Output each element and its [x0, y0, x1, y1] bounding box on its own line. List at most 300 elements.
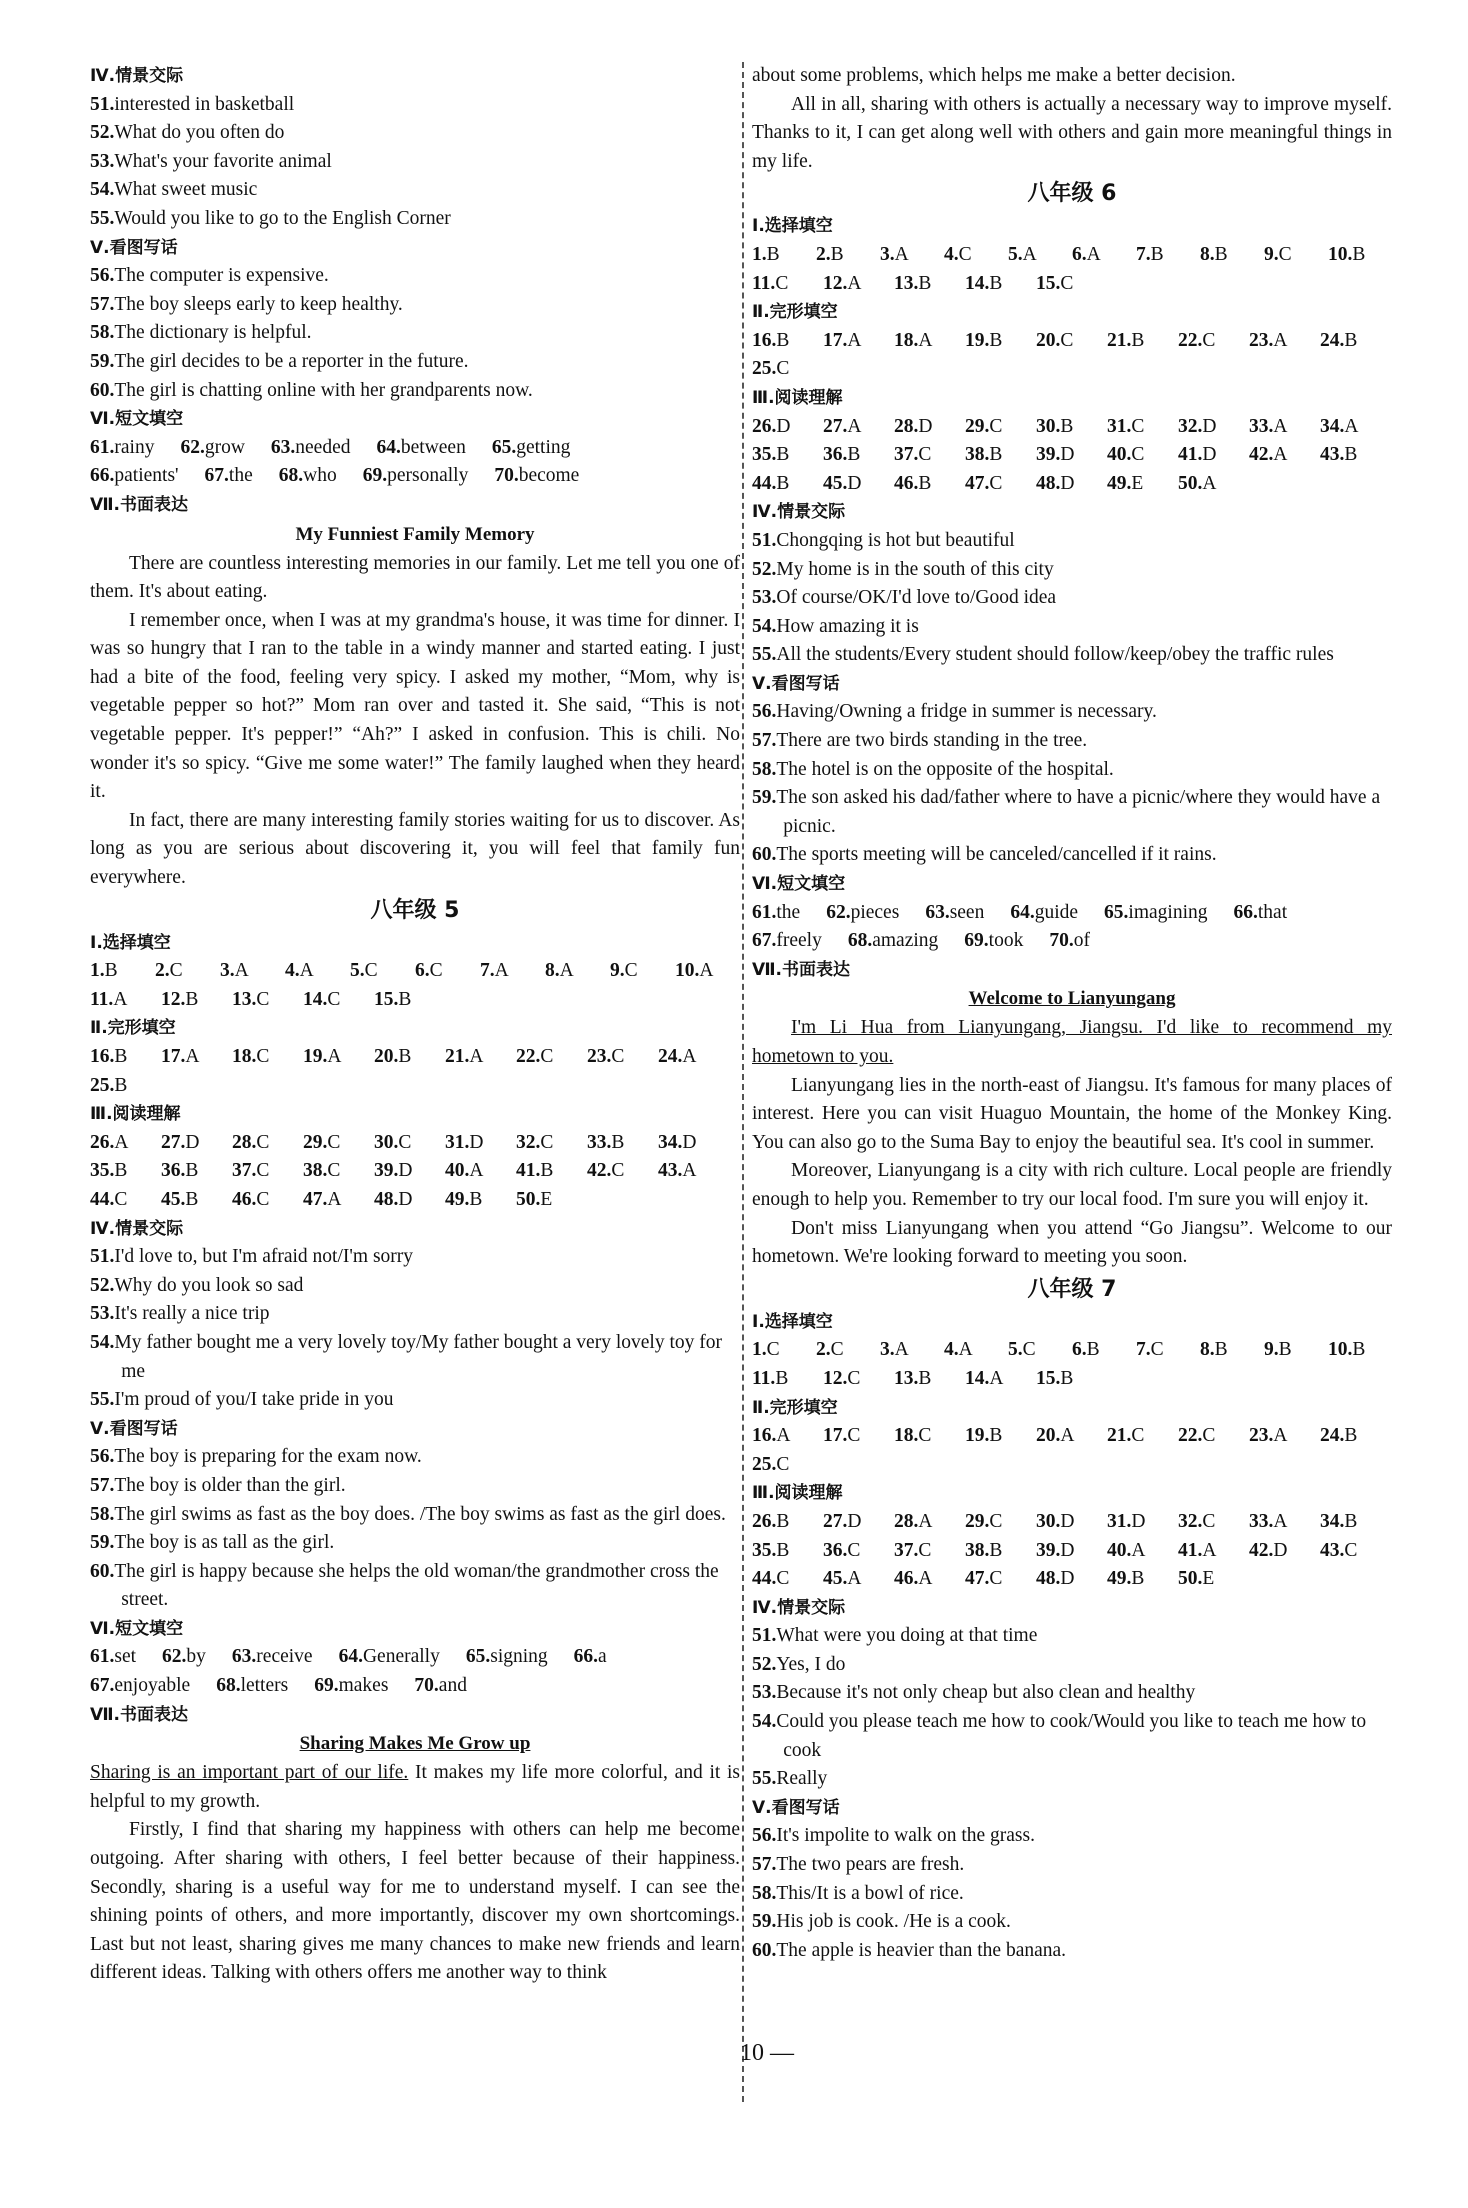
question-number: 57. — [752, 730, 777, 752]
question-number: 30. — [1036, 1510, 1061, 1532]
section-heading: Ⅰ.选择填空 — [752, 216, 833, 237]
answer-cell — [303, 1043, 374, 1072]
answer-cell — [445, 1157, 516, 1186]
answer-item — [752, 1651, 1392, 1680]
question-number: 28. — [232, 1131, 257, 1153]
answer-text: A — [776, 1425, 791, 1447]
section-heading: Ⅳ.情景交际 — [752, 502, 846, 523]
answer-item — [752, 727, 1392, 756]
question-number: 50. — [1178, 1568, 1203, 1590]
question-number: 44. — [752, 472, 777, 494]
answer-text: C — [624, 960, 638, 982]
essay-paragraph: Sharing is an important part of our life. It makes my life more colorful, and it is helpful to my growth. — [90, 1762, 740, 1812]
answer-item — [752, 613, 1392, 642]
answer-cell — [216, 1672, 288, 1701]
answer-text: B — [775, 1367, 789, 1389]
answer-text: C — [918, 1425, 932, 1447]
answer-text: It's really a nice trip — [114, 1303, 270, 1325]
answer-text: The girl swims as fast as the boy does. /The boy swims as fast as the girl does. — [114, 1503, 726, 1525]
question-number: 1. — [752, 1339, 767, 1361]
answer-text: C — [1060, 272, 1074, 294]
question-number: 15. — [1036, 272, 1061, 294]
question-number: 52. — [752, 1653, 777, 1675]
question-number: 35. — [752, 444, 777, 466]
answer-text: D — [1060, 1568, 1075, 1590]
answer-text: The son asked his dad/father where to have a picnic/where they would have a picnic. — [776, 787, 1381, 837]
question-number: 19. — [965, 1425, 990, 1447]
answer-text: B — [776, 472, 790, 494]
answer-cell — [752, 241, 816, 270]
answer-text: B — [989, 329, 1003, 351]
question-number: 5. — [1008, 243, 1023, 265]
answer-text: A — [847, 415, 862, 437]
answer-item — [752, 1765, 1392, 1794]
question-number: 21. — [1107, 1425, 1132, 1447]
answer-cell — [1178, 1565, 1249, 1594]
question-number: 55. — [90, 207, 115, 229]
answer-text: D — [1202, 415, 1217, 437]
answer-cell — [1104, 899, 1207, 928]
answer-item — [90, 1443, 740, 1472]
answer-cell — [232, 1043, 303, 1072]
question-number: 59. — [90, 1532, 115, 1554]
question-number: 48. — [1036, 472, 1061, 494]
answer-text: B — [114, 1046, 128, 1067]
answer-cell — [880, 1336, 944, 1365]
question-number: 32. — [516, 1131, 541, 1153]
left-column — [90, 62, 740, 1988]
answer-text: A — [469, 1160, 484, 1182]
answer-item — [752, 1822, 1392, 1851]
answer-text: C — [989, 1568, 1003, 1590]
section-heading: Ⅳ.情景交际 — [90, 66, 184, 86]
answer-text: A — [1273, 329, 1288, 351]
answer-text: A — [234, 960, 249, 982]
answer-text: B — [989, 272, 1003, 294]
answer-text: the — [228, 465, 253, 487]
answer-list — [752, 1622, 1392, 1794]
answer-text: C — [327, 988, 341, 1010]
answer-text: A — [1273, 444, 1288, 466]
question-number: 56. — [752, 1825, 777, 1847]
question-number: 30. — [1036, 415, 1061, 437]
answer-item — [90, 1501, 740, 1530]
answer-cell — [816, 1336, 880, 1365]
answer-text: C — [776, 1568, 790, 1590]
answer-text: Really — [776, 1768, 828, 1790]
answer-text: C — [776, 1453, 790, 1475]
answer-text: I'm proud of you/I take pride in you — [114, 1389, 394, 1411]
answer-text: B — [776, 444, 790, 466]
question-number: 63. — [925, 901, 950, 923]
answer-text: My home is in the south of this city — [776, 558, 1054, 580]
answer-item — [752, 1880, 1392, 1909]
question-number: 8. — [1200, 243, 1215, 265]
answer-text: D — [682, 1131, 697, 1153]
column-divider — [742, 62, 744, 2102]
answer-cell — [965, 270, 1036, 299]
answer-cell — [823, 1565, 894, 1594]
answer-text: freely — [776, 930, 822, 952]
answer-item — [90, 119, 740, 148]
question-number: 6. — [1072, 243, 1087, 265]
question-number: 45. — [823, 472, 848, 494]
answer-cell — [90, 434, 154, 463]
answer-cell — [1049, 927, 1090, 956]
answer-text: C — [256, 1160, 270, 1182]
answer-grid — [90, 1129, 740, 1215]
answer-cell — [1036, 1565, 1107, 1594]
question-number: 15. — [1036, 1367, 1061, 1389]
question-number: 60. — [90, 379, 115, 401]
answer-text: The boy is preparing for the exam now. — [114, 1446, 422, 1468]
answer-cell — [894, 441, 965, 470]
answer-item — [752, 641, 1392, 670]
answer-text: C — [847, 1425, 861, 1447]
question-number: 18. — [894, 1425, 919, 1447]
answer-list — [752, 1822, 1392, 1965]
answer-cell — [480, 957, 545, 986]
answer-cell — [1178, 413, 1249, 442]
answer-cell — [232, 986, 303, 1015]
answer-cell — [1036, 470, 1107, 499]
question-number: 45. — [161, 1188, 186, 1210]
answer-cell — [90, 1072, 161, 1101]
answer-text: Chongqing is hot but beautiful — [776, 529, 1015, 551]
question-number: 66. — [1233, 901, 1258, 923]
page-number: 10 — — [740, 2040, 794, 2066]
question-number: 11. — [752, 1367, 776, 1389]
answer-text: B — [918, 272, 932, 294]
answer-cell — [894, 1422, 965, 1451]
question-number: 38. — [303, 1160, 328, 1182]
answer-cell — [823, 470, 894, 499]
answer-cell — [1036, 1365, 1107, 1394]
answer-text: C — [1131, 444, 1145, 466]
answer-cell — [1320, 413, 1391, 442]
answer-text: D — [185, 1131, 200, 1153]
question-number: 58. — [752, 758, 777, 780]
answer-cell — [752, 327, 823, 356]
answer-text: C — [1344, 1539, 1358, 1561]
answer-cell — [752, 1451, 823, 1480]
question-number: 10. — [1328, 1339, 1353, 1361]
section-heading: Ⅴ.看图写话 — [90, 237, 178, 258]
answer-cell — [1178, 327, 1249, 356]
answer-text: B — [1344, 329, 1358, 351]
answer-text: D — [1131, 1510, 1146, 1532]
answer-cell — [965, 1365, 1036, 1394]
question-number: 52. — [90, 1274, 115, 1296]
answer-text: C — [1202, 329, 1216, 351]
question-number: 9. — [1264, 1339, 1279, 1361]
section-heading: Ⅱ.完形填空 — [90, 1018, 176, 1039]
question-number: 10. — [1328, 243, 1353, 265]
answer-text: of — [1073, 930, 1090, 952]
answer-text: A — [1022, 243, 1037, 265]
answer-cell — [894, 270, 965, 299]
section-heading: Ⅲ.阅读理解 — [752, 387, 843, 408]
answer-grid — [752, 1336, 1392, 1393]
answer-cell — [339, 1643, 440, 1672]
question-number: 3. — [880, 243, 895, 265]
answer-text: The apple is heavier than the banana. — [776, 1939, 1067, 1961]
answer-text: become — [518, 465, 580, 487]
answer-text: A — [1131, 1539, 1146, 1561]
question-number: 7. — [480, 960, 495, 982]
question-number: 16. — [752, 1425, 777, 1447]
question-number: 13. — [894, 272, 919, 294]
question-number: 23. — [1249, 329, 1274, 351]
question-number: 38. — [965, 444, 990, 466]
question-number: 9. — [1264, 243, 1279, 265]
answer-row — [90, 1157, 740, 1186]
answer-row — [752, 1508, 1392, 1537]
answer-cell — [823, 1422, 894, 1451]
question-number: 23. — [587, 1046, 612, 1067]
answer-cell — [752, 470, 823, 499]
answer-text: The boy is as tall as the girl. — [114, 1532, 335, 1554]
answer-text: It's impolite to walk on the grass. — [776, 1825, 1035, 1847]
question-number: 57. — [752, 1854, 777, 1876]
essay-paragraph: Moreover, Lianyungang is a city with rich culture. Local people are friendly enough to help you. Remember to try our local food. I'm sure you will enjoy it. — [752, 1160, 1392, 1210]
question-number: 32. — [1178, 415, 1203, 437]
question-number: 28. — [894, 415, 919, 437]
answer-cell — [1320, 441, 1391, 470]
answer-text: C — [256, 1188, 270, 1210]
answer-cell — [1249, 1422, 1320, 1451]
question-number: 18. — [232, 1046, 257, 1067]
answer-text: set — [114, 1646, 137, 1668]
answer-cell — [516, 1129, 587, 1158]
answer-text: D — [1060, 444, 1075, 466]
question-number: 21. — [1107, 329, 1132, 351]
question-number: 24. — [1320, 1425, 1345, 1447]
answer-text: A — [299, 960, 314, 982]
answer-text: the — [776, 901, 801, 923]
question-number: 8. — [1200, 1339, 1215, 1361]
answer-cell — [1320, 327, 1391, 356]
answer-item — [90, 348, 740, 377]
question-number: 42. — [587, 1160, 612, 1182]
answer-text: that — [1257, 901, 1288, 923]
answer-cell — [1320, 1508, 1391, 1537]
answer-cell — [1178, 441, 1249, 470]
answer-text: A — [847, 329, 862, 351]
answer-text: C — [958, 243, 972, 265]
answer-cell — [303, 986, 374, 1015]
answer-cell — [894, 1565, 965, 1594]
answer-text: C — [830, 1339, 844, 1361]
essay-paragraph: In fact, there are many interesting family stories waiting for us to discover. As long as you are serious about discovering it, you will feel that family fun everywhere. — [90, 809, 740, 889]
answer-text: C — [1202, 1510, 1216, 1532]
question-number: 27. — [823, 1510, 848, 1532]
answer-text: C — [611, 1160, 625, 1182]
answer-item — [90, 205, 740, 234]
question-number: 24. — [658, 1046, 683, 1067]
question-number: 2. — [155, 960, 170, 982]
question-number: 37. — [894, 1539, 919, 1561]
question-number: 33. — [1249, 415, 1274, 437]
answer-item — [90, 148, 740, 177]
answer-text: amazing — [872, 930, 939, 952]
answer-text: The girl decides to be a reporter in the future. — [114, 350, 469, 372]
answer-text: B — [1278, 1339, 1292, 1361]
question-number: 31. — [1107, 415, 1132, 437]
answer-text: C — [766, 1339, 780, 1361]
answer-text: B — [1214, 1339, 1228, 1361]
question-number: 55. — [752, 1768, 777, 1790]
answer-cell — [894, 1537, 965, 1566]
answer-item — [752, 527, 1392, 556]
question-number: 32. — [1178, 1510, 1203, 1532]
question-number: 25. — [90, 1074, 115, 1096]
answer-text: getting — [516, 436, 571, 458]
answer-row — [752, 927, 1392, 956]
essay-paragraph: I remember once, when I was at my grandma's house, it was time for dinner. I was so hungry that I ran to the table in a windy manner and started eating. I just had a bite of the food, feeling very spicy. I asked my mother, “Mom, why is vegetable pepper so hot?” Mom ran over and tasted it. She said, “This is not vegetable pepper. It's pepper!” “Ah?” I asked in confusion. This is chili. No wonder it's so spicy. “Give me some water!” The family laughed when they heard it. — [90, 609, 740, 803]
answer-item — [90, 1329, 740, 1386]
question-number: 22. — [516, 1046, 541, 1067]
answer-cell — [752, 927, 822, 956]
answer-text: C — [327, 1131, 341, 1153]
answer-item — [752, 784, 1392, 841]
answer-row — [90, 986, 740, 1015]
question-number: 34. — [1320, 1510, 1345, 1532]
answer-cell — [1010, 899, 1078, 928]
question-number: 11. — [752, 272, 776, 294]
answer-text: C — [1150, 1339, 1164, 1361]
answer-cell — [466, 1643, 548, 1672]
answer-cell — [587, 1129, 658, 1158]
answer-item — [752, 584, 1392, 613]
question-number: 41. — [516, 1160, 541, 1182]
question-number: 66. — [90, 465, 115, 487]
question-number: 14. — [303, 988, 328, 1010]
question-number: 41. — [1178, 1539, 1203, 1561]
question-number: 29. — [965, 1510, 990, 1532]
answer-text: My father bought me a very lovely toy/My father bought a very lovely toy for me — [114, 1331, 722, 1382]
question-number: 68. — [216, 1675, 241, 1697]
section-heading: Ⅲ.阅读理解 — [752, 1483, 843, 1504]
answer-item — [90, 1386, 740, 1415]
answer-cell — [1107, 1565, 1178, 1594]
question-number: 69. — [314, 1675, 339, 1697]
answer-text: A — [1273, 415, 1288, 437]
answer-cell — [492, 434, 571, 463]
answer-text: took — [988, 930, 1024, 952]
answer-item — [752, 1622, 1392, 1651]
section-heading: Ⅱ.完形填空 — [752, 1397, 838, 1418]
question-number: 52. — [90, 122, 115, 144]
answer-text: I'd love to, but I'm afraid not/I'm sorry — [114, 1246, 414, 1268]
answer-text: What sweet music — [114, 179, 258, 201]
answer-text: C — [989, 415, 1003, 437]
answer-item — [752, 1679, 1392, 1708]
answer-text: B — [989, 1425, 1003, 1447]
answer-cell — [1200, 241, 1264, 270]
question-number: 35. — [752, 1539, 777, 1561]
essay-title: Sharing Makes Me Grow up — [299, 1733, 531, 1755]
answer-cell — [1072, 1336, 1136, 1365]
answer-cell — [823, 270, 894, 299]
section-heading: Ⅲ.阅读理解 — [90, 1104, 181, 1125]
answer-text: C — [989, 1510, 1003, 1532]
answer-row — [752, 270, 1392, 299]
answer-cell — [1178, 1422, 1249, 1451]
question-number: 44. — [90, 1188, 115, 1210]
answer-cell — [1249, 413, 1320, 442]
answer-text: All the students/Every student should follow/keep/obey the traffic rules — [776, 644, 1334, 666]
answer-cell — [848, 927, 938, 956]
question-number: 30. — [374, 1131, 399, 1153]
answer-cell — [1249, 1537, 1320, 1566]
answer-grid — [752, 241, 1392, 298]
answer-row — [90, 462, 740, 491]
question-number: 65. — [465, 1646, 491, 1668]
answer-cell — [374, 1129, 445, 1158]
answer-cell — [374, 1186, 445, 1215]
answer-text: A — [847, 272, 862, 294]
answer-text: A — [1202, 472, 1217, 494]
section-heading: Ⅳ.情景交际 — [90, 1218, 184, 1239]
question-number: 57. — [90, 1474, 115, 1496]
question-number: 69. — [362, 465, 388, 487]
answer-row — [90, 957, 740, 986]
answer-cell — [752, 899, 800, 928]
answer-item — [752, 556, 1392, 585]
answer-text: B — [918, 472, 932, 494]
answer-text: interested in basketball — [114, 93, 295, 115]
question-number: 36. — [161, 1160, 186, 1182]
answer-cell — [894, 327, 965, 356]
question-number: 67. — [752, 930, 777, 952]
question-number: 51. — [752, 529, 777, 551]
answer-row — [752, 1422, 1392, 1451]
answer-text: B — [776, 329, 790, 351]
answer-text: Generally — [362, 1646, 440, 1668]
answer-text: B — [1352, 1339, 1366, 1361]
question-number: 60. — [90, 1560, 115, 1582]
question-number: 64. — [376, 436, 401, 458]
question-number: 29. — [965, 415, 990, 437]
answer-cell — [1328, 241, 1392, 270]
answer-grid — [752, 1422, 1392, 1479]
question-number: 35. — [90, 1160, 115, 1182]
answer-cell — [1249, 327, 1320, 356]
answer-cell — [162, 1643, 206, 1672]
question-number: 63. — [231, 1646, 257, 1668]
answer-text: C — [775, 272, 789, 294]
answer-cell — [587, 1043, 658, 1072]
answer-text: C — [114, 1188, 128, 1210]
section-heading: Ⅵ.短文填空 — [752, 874, 846, 895]
question-number: 1. — [752, 243, 767, 265]
question-number: 33. — [1249, 1510, 1274, 1532]
answer-text: The girl is happy because she helps the old woman/the grandmother cross the street. — [114, 1560, 719, 1611]
answer-text: C — [398, 1131, 412, 1153]
answer-text: His job is cook. /He is a cook. — [776, 1911, 1011, 1933]
answer-cell — [1328, 1336, 1392, 1365]
answer-text: How amazing it is — [776, 615, 919, 637]
answer-cell — [1234, 899, 1288, 928]
question-number: 61. — [90, 1646, 115, 1668]
answer-cell — [574, 1643, 607, 1672]
answer-cell — [944, 241, 1008, 270]
answer-text: D — [847, 1510, 862, 1532]
answer-cell — [1249, 441, 1320, 470]
answer-row — [752, 1336, 1392, 1365]
answer-cell — [90, 1129, 161, 1158]
